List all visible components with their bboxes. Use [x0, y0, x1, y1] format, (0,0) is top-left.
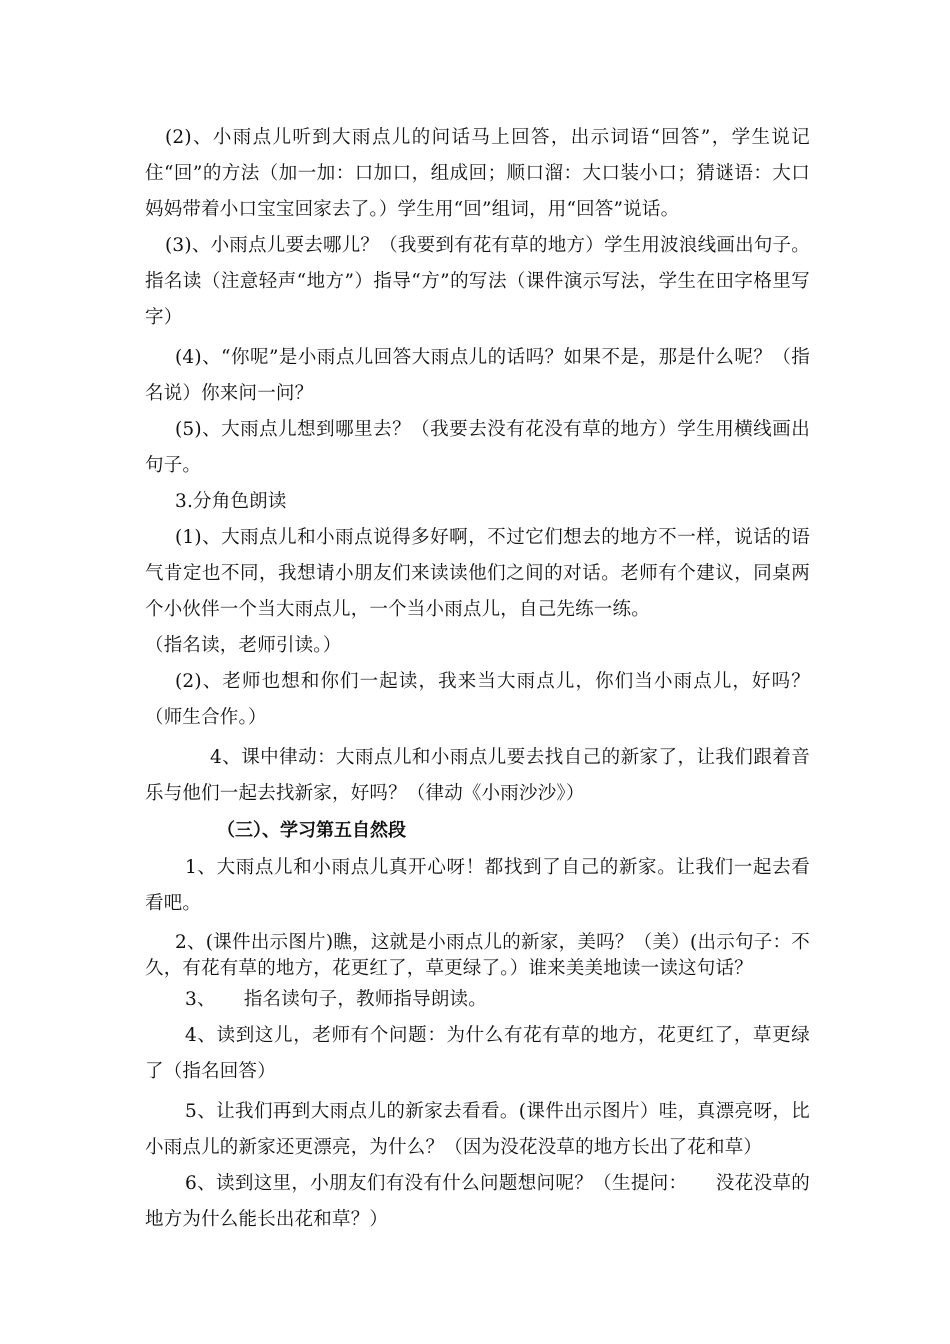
paragraph-step-1: 1、大雨点儿和小雨点儿真开心呀！都找到了自己的新家。让我们一起去看看吧。: [145, 857, 810, 914]
paragraph-step-3: 3、 指名读句子，教师指导朗读。: [185, 989, 487, 1010]
paragraph-role-reading-2: (2)、老师也想和你们一起读，我来当大雨点儿，你们当小雨点儿，好吗？（师生合作。）: [145, 671, 810, 728]
paragraph-3-where-to-go: (3)、小雨点儿要去哪儿？（我要到有花有草的地方）学生用波浪线画出句子。指名读（注意轻声“地方”）指导“方”的写法（课件演示写法，学生在田字格里写字）: [145, 235, 810, 328]
paragraph-step-5: 5、让我们再到大雨点儿的新家去看看。(课件出示图片）哇，真漂亮呀，比小雨点儿的新家还更漂亮，为什么？（因为没花没草的地方长出了花和草）: [145, 1101, 810, 1158]
paragraph-guided-reading: （指名读，老师引读。）: [145, 635, 342, 656]
paragraph-rhythm-activity: 4、课中律动：大雨点儿和小雨点儿要去找自己的新家了，让我们跟着音乐与他们一起去找新家，好吗？（律动《小雨沙沙》）: [145, 747, 810, 804]
paragraph-role-reading-heading: 3.分角色朗读: [175, 491, 287, 512]
paragraph-5-big-raindrop: (5)、大雨点儿想到哪里去？（我要去没有花没有草的地方）学生用横线画出句子。: [145, 419, 810, 476]
paragraph-step-2: 2、(课件出示图片)瞧，这就是小雨点儿的新家，美吗？（美）(出示句子：不久，有花有草的地方，花更红了，草更绿了。）谁来美美地读一读这句话？: [145, 932, 810, 979]
paragraph-role-reading-1: (1)、大雨点儿和小雨点说得多好啊，不过它们想去的地方不一样，说话的语气肯定也不同，我想请小朋友们来读读他们之间的对话。老师有个建议，同桌两个小伙伴一个当大雨点儿，一个当小雨点儿，自己先练一练。: [145, 527, 810, 620]
paragraph-step-6: 6、读到这里，小朋友们有没有什么问题想问呢？（生提问： 没花没草的地方为什么能长出花和草？）: [145, 1173, 810, 1230]
document-body: [145, 120, 810, 1238]
paragraph-step-4: 4、读到这儿，老师有个问题：为什么有花有草的地方，花更红了，草更绿了（指名回答）: [145, 1025, 810, 1082]
section-heading-paragraph-five: （三）、学习第五自然段: [217, 820, 406, 841]
paragraph-2-answer: (2)、小雨点儿听到大雨点儿的问话马上回答，出示词语“回答”，学生说记住“回”的方法（加一加：口加口，组成回；顺口溜：大口装小口；猜谜语：大口妈妈带着小口宝宝回家去了。）学生用“回”组词，用“回答”说话。: [145, 127, 810, 220]
paragraph-4-ni-ne: (4)、“你呢”是小雨点儿回答大雨点儿的话吗？如果不是，那是什么呢？（指名说）你来问一问？: [145, 347, 810, 404]
